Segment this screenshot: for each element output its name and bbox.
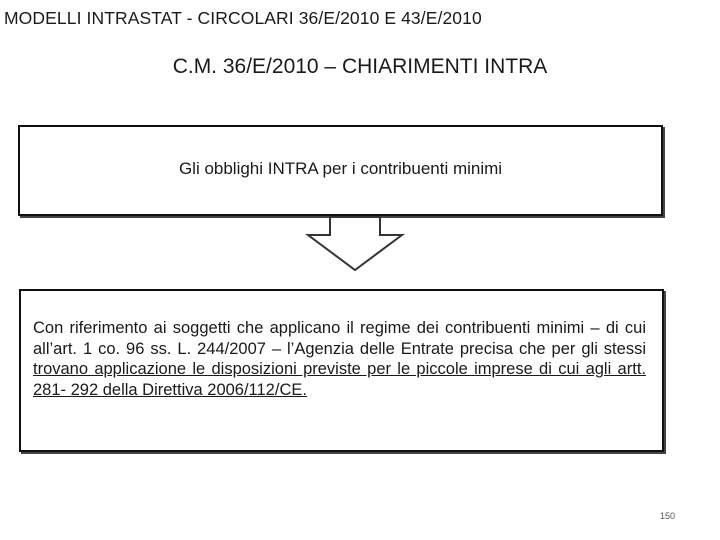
header-title: MODELLI INTRASTAT - CIRCOLARI 36/E/2010 E 43/E/2010 [4, 8, 482, 28]
top-text-box [18, 125, 663, 216]
page-number: 150 [660, 511, 676, 521]
body-text-plain: Con riferimento ai soggetti che applicano il regime dei contribuenti minimi – di cui all’art. 1 co. 96 ss. L. 244/2007 – l’Agenzia delle Entrate precisa che per gli stessi [33, 319, 646, 358]
body-text-box [19, 289, 664, 452]
down-arrow-icon [305, 216, 405, 272]
body-text-underlined: trovano applicazione le disposizioni previste per le piccole imprese di cui agli artt. 281- 292 della Direttiva 2006/112/CE. [33, 360, 646, 399]
top-box-text: Gli obblighi INTRA per i contribuenti minimi [178, 158, 503, 178]
body-paragraph [33, 318, 646, 400]
slide-subtitle: C.M. 36/E/2010 – CHIARIMENTI INTRA [172, 55, 548, 78]
